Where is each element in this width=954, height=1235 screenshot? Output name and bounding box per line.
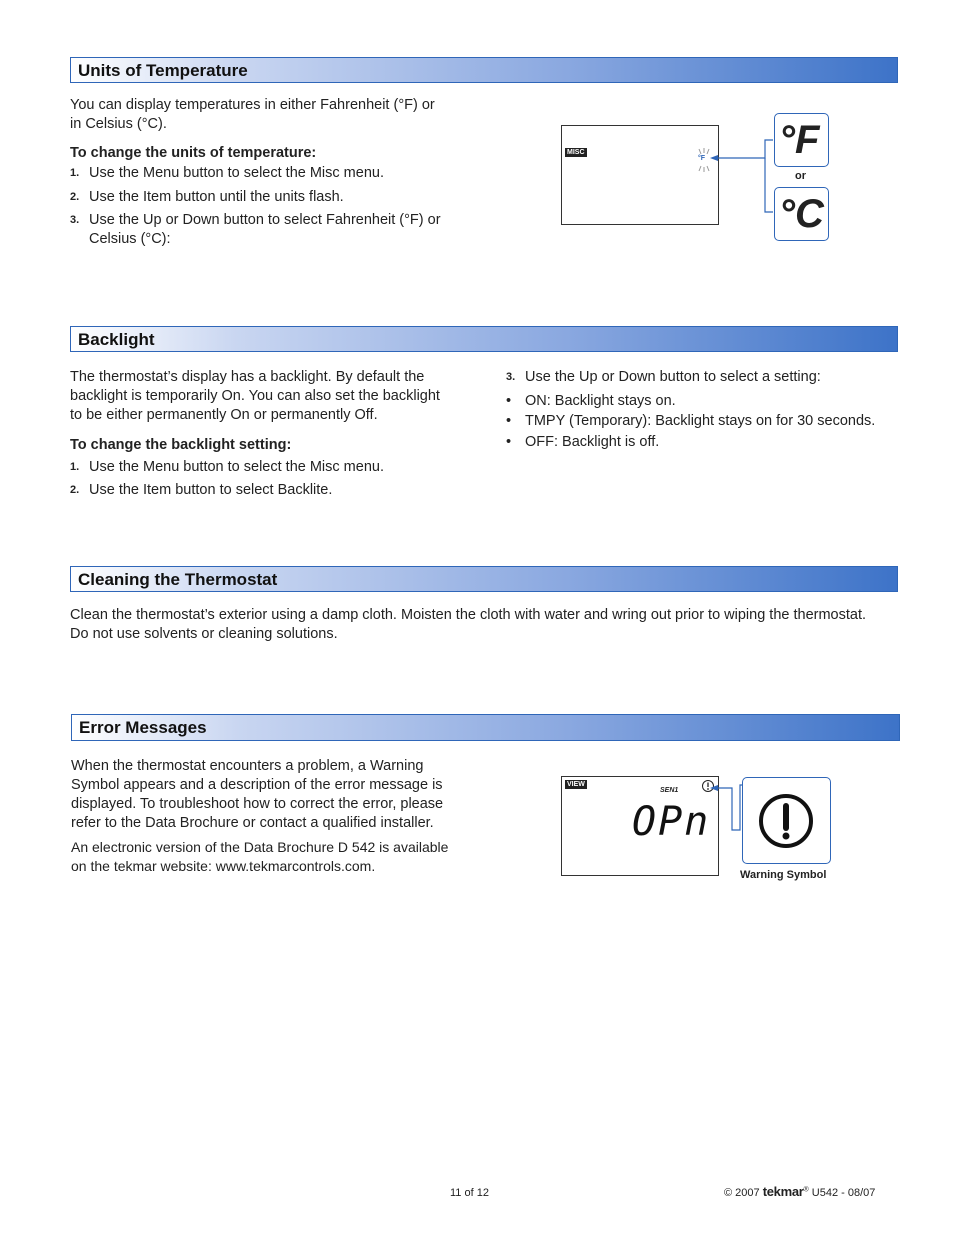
misc-tag: MISC — [567, 149, 585, 156]
list-item: 2. Use the Item button until the units flash. — [70, 189, 344, 205]
section-header-units — [70, 57, 898, 83]
or-label: or — [795, 170, 806, 182]
bullet-icon: • — [506, 393, 512, 409]
brand-logo: tekmar — [762, 1184, 804, 1199]
unit-indicator: °F — [698, 155, 706, 162]
units-subhead: To change the units of temperature: — [70, 145, 317, 161]
view-tag: VIEW — [567, 781, 585, 788]
list-item: • OFF: Backlight is off. — [506, 434, 660, 450]
errors-website-note: An electronic version of the Data Brochure D 542 is available on the tekmar website: www.tekmarcontrols.com. — [71, 839, 449, 874]
backlight-intro: The thermostat’s display has a backlight. By default the backlight is temporarily On. You can also set the backlight to be either permanently On or permanently Off. — [70, 369, 440, 423]
list-item: 1. Use the Menu button to select the Misc menu. — [70, 459, 384, 475]
units-intro: You can display temperatures in either Fahrenheit (°F) or in Celsius (°C). — [70, 97, 435, 132]
section-title: Backlight — [78, 330, 155, 349]
section-title: Units of Temperature — [78, 61, 248, 80]
list-item: 2. Use the Item button to select Backlite. — [70, 482, 333, 498]
list-item: 1. Use the Menu button to select the Misc menu. — [70, 165, 384, 181]
cleaning-text: Clean the thermostat’s exterior using a damp cloth. Moisten the cloth with water and wring out prior to wiping the thermostat. Do not use solvents or cleaning solutions. — [70, 607, 867, 642]
section-header-errors — [71, 714, 900, 741]
page-number: 11 of 12 — [450, 1187, 489, 1199]
list-item: 3. Use the Up or Down button to select Fahrenheit (°F) or Celsius (°C): — [70, 212, 441, 247]
errors-intro: When the thermostat encounters a problem, a Warning Symbol appears and a description of the error message is displayed. To troubleshoot how to correct the error, please refer to the Data Brochure or contact a qualified installer. — [71, 758, 444, 831]
warning-symbol-label: Warning Symbol — [740, 869, 827, 881]
sensor-label: SEN1 — [660, 787, 679, 794]
section-header-backlight — [70, 326, 898, 352]
footer-copyright: © 2007 tekmar® U542 - 08/07 — [724, 1184, 876, 1199]
section-title: Cleaning the Thermostat — [78, 570, 278, 589]
bullet-icon: • — [506, 413, 512, 429]
section-title: Error Messages — [79, 718, 207, 737]
warning-symbol-icon — [742, 777, 831, 864]
fahrenheit-icon: °F — [774, 113, 829, 167]
list-item: • ON: Backlight stays on. — [506, 393, 676, 409]
thermostat-display — [561, 125, 719, 225]
list-item: • TMPY (Temporary): Backlight stays on for 30 seconds. — [506, 413, 876, 429]
list-item: 3. Use the Up or Down button to select a setting: — [506, 369, 821, 385]
backlight-subhead: To change the backlight setting: — [70, 437, 292, 453]
celsius-icon: °C — [774, 187, 829, 241]
connector-lines — [700, 120, 780, 220]
section-header-cleaning — [70, 566, 898, 592]
bullet-icon: • — [506, 434, 512, 450]
error-code: OPn — [632, 799, 711, 845]
thermostat-display — [561, 776, 719, 876]
